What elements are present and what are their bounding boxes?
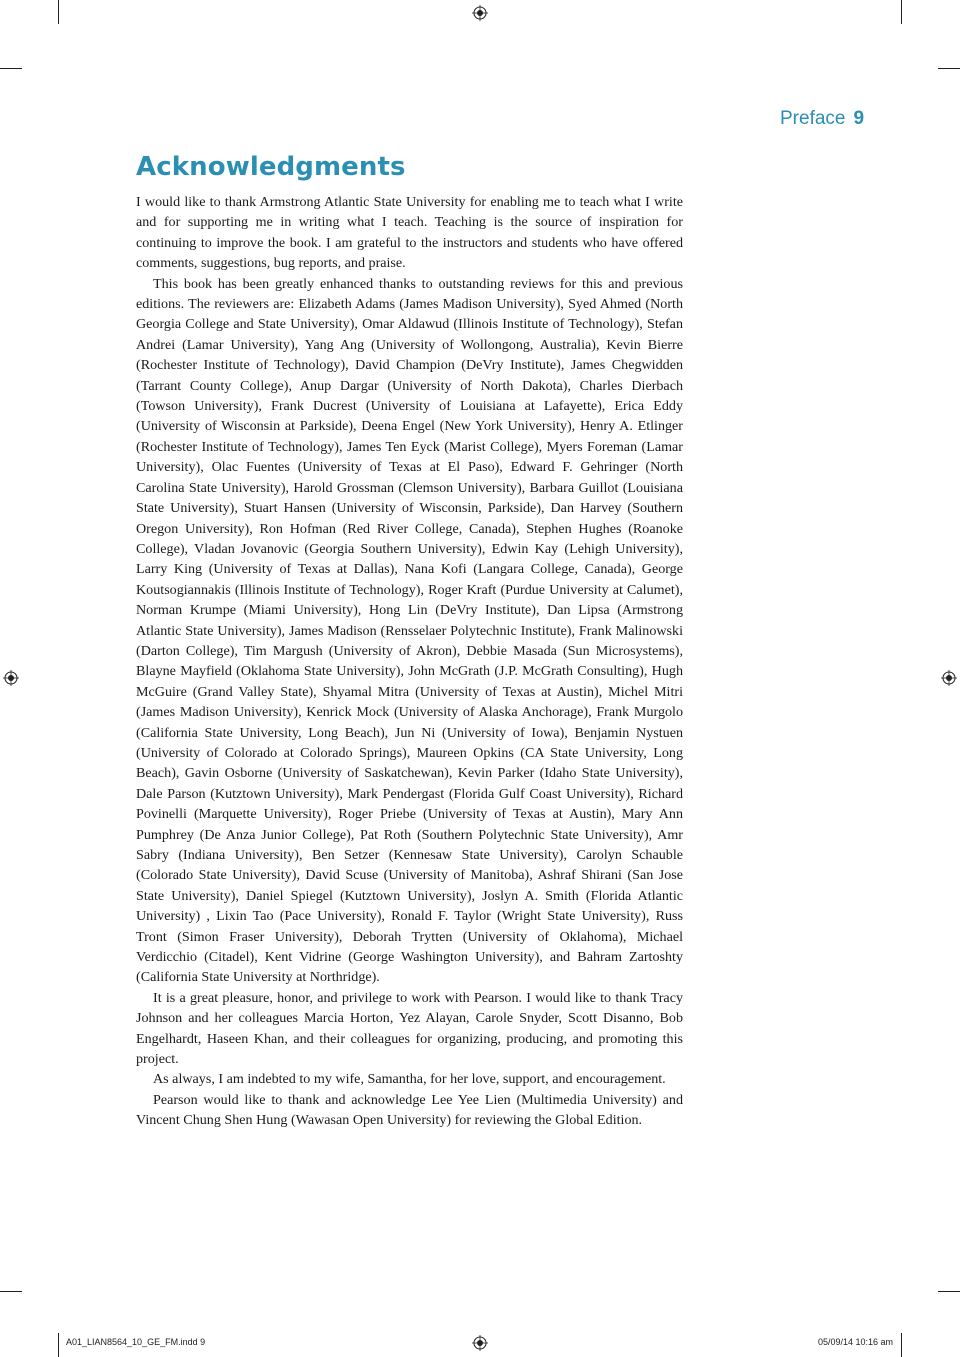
crop-mark-top-right-horizontal (938, 68, 960, 69)
crop-mark-top-left-horizontal (0, 68, 22, 69)
page-title: Acknowledgments (136, 152, 406, 182)
header-section: Preface (780, 108, 846, 129)
paragraph: Pearson would like to thank and acknowledge Lee Yee Lien (Multimedia University) and Vincent Chung Shen Hung (Wawasan Open University) for reviewing the Global Edition. (136, 1091, 683, 1129)
crop-mark-bottom-left-vertical (58, 1333, 59, 1357)
footer-timestamp: 05/09/14 10:16 am (818, 1337, 894, 1347)
crop-mark-top-left-vertical (58, 0, 59, 24)
crop-mark-bottom-right-vertical (901, 1333, 902, 1357)
paragraph: I would like to thank Armstrong Atlantic State University for enabling me to teach what I write and for supporting me in writing what I teach. Teaching is the source of inspiration for continuing to improve the book. I am grateful to the instructors and students who have offered comments, suggestions, bug reports, and praise. (136, 194, 683, 272)
crop-mark-top-right-vertical (901, 0, 902, 24)
running-header (780, 108, 864, 130)
registration-mark-icon (941, 670, 957, 686)
paragraph: This book has been greatly enhanced thanks to outstanding reviews for this and previous editions. The reviewers are: Elizabeth Adams (James Madison University), Syed Ahmed (North Georgia College and State University), Omar Aldawud (Illinois Institute of Technology), Stefan Andrei (Lamar University), Yang Ang (University of Wollongong, Australia), Kevin Bierre (Rochester Institute of Technology), David Champion (DeVry Institute), James Chegwidden (Tarrant County College), Anup Dargar (University of North Dakota), Charles Dierbach (Towson University), Frank Ducrest (University of Louisiana at Lafayette), Erica Eddy (University of Wisconsin at Parkside), Deena Engel (New York University), Henry A. Etlinger (Rochester Institute of Technology), James Ten Eyck (Marist College), Myers Foreman (Lamar University), Olac Fuentes (University of Texas at El Paso), Edward F. Gehringer (North Carolina State University), Harold Grossman (Clemson University), Barbara Guillot (Louisiana State University), Stuart Hansen (University of Wisconsin, Parkside), Dan Harvey (Southern Oregon University), Ron Hofman (Red River College, Canada), Stephen Hughes (Roanoke College), Vladan Jovanovic (Georgia Southern University), Edwin Kay (Lehigh University), Larry King (University of Texas at Dallas), Nana Kofi (Langara College, Canada), George Koutsogiannakis (Illinois Institute of Technology), Roger Kraft (Purdue University at Calumet), Norman Krumpe (Miami University), Hong Lin (DeVry Institute), Dan Lipsa (Armstrong Atlantic State University), James Madison (Rensselaer Polytechnic Institute), Frank Malinowski (Darton College), Tim Margush (University of Akron), Debbie Masada (Sun Microsystems), Blayne Mayfield (Oklahoma State University), John McGrath (J.P. McGrath Consulting), Hugh McGuire (Grand Valley State), Shyamal Mitra (University of Texas at Austin), Michel Mitri (James Madison University), Kenrick Mock (University of Alaska Anchorage), Frank Murgolo (California State University, Long Beach), Jun Ni (University of Iowa), Benjamin Nystuen (University of Colorado at Colorado Springs), Maureen Opkins (CA State University, Long Beach), Gavin Osborne (University of Saskatchewan), Kevin Parker (Idaho State University), Dale Parson (Kutztown University), Mark Pendergast (Florida Gulf Coast University), Richard Povinelli (Marquette University), Roger Priebe (University of Texas at Austin), Mary Ann Pumphrey (De Anza Junior College), Pat Roth (Southern Polytechnic State University), Amr Sabry (Indiana University), Ben Setzer (Kennesaw State University), Carolyn Schauble (Colorado State University), David Scuse (University of Manitoba), Ashraf Shirani (San Jose State University), Daniel Spiegel (Kutztown University), Joslyn A. Smith (Florida Atlantic University) , Lixin Tao (Pace University), Ronald F. Taylor (Wright State University), Russ Tront (Simon Fraser University), Deborah Trytten (University of Oklahoma), Michael Verdicchio (Citadel), Kent Vidrine (George Washington University), and Bahram Zartoshty (California State University at Northridge). (136, 275, 683, 986)
footer-file-info: A01_LIAN8564_10_GE_FM.indd 9 (66, 1337, 206, 1347)
acknowledgments-body (136, 192, 683, 1131)
registration-mark-icon (3, 670, 19, 686)
paragraph: It is a great pleasure, honor, and privilege to work with Pearson. I would like to thank Tracy Johnson and her colleagues Marcia Horton, Yez Alayan, Carole Snyder, Scott Disanno, Bob Engelhardt, Haseen Khan, and their colleagues for organizing, producing, and promoting this project. (136, 989, 683, 1068)
registration-mark-icon (472, 5, 488, 21)
crop-mark-bottom-left-horizontal (0, 1291, 22, 1292)
paragraph: As always, I am indebted to my wife, Samantha, for her love, support, and encouragement. (153, 1071, 666, 1088)
registration-mark-icon (472, 1335, 488, 1351)
crop-mark-bottom-right-horizontal (938, 1291, 960, 1292)
page-number: 9 (853, 108, 865, 129)
